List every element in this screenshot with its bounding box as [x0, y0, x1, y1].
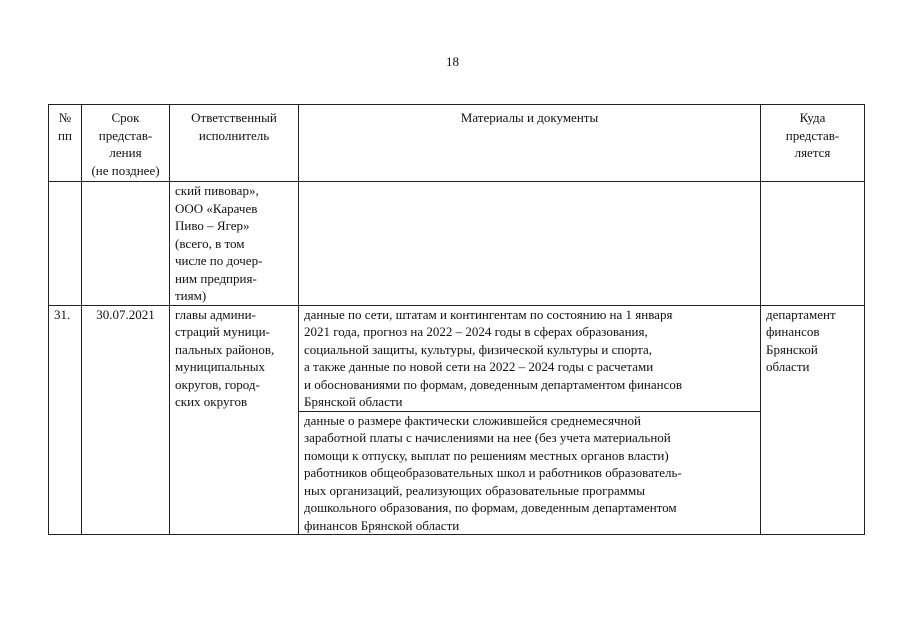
cell-number	[49, 182, 82, 306]
cell-materials	[299, 182, 761, 306]
header-destination: Куда представ- ляется	[761, 105, 865, 182]
cell-destination	[761, 182, 865, 306]
cell-deadline: 30.07.2021	[82, 305, 170, 535]
materials-item: данные о размере фактически сложившейся среднемесячной заработной платы с начислениями на нее (без учета материальной помощи к отпуску, выплат по решениям местных органов власти) работников общеобразовательных школ и работников образователь- ных организаций, реализующих образовательные программы дошкольного образования, по формам, доведенным департаментом финансов Брянской области	[299, 411, 760, 535]
cell-destination: департамент финансов Брянской области	[761, 305, 865, 535]
table-header-row	[49, 105, 865, 182]
cell-number: 31.	[49, 305, 82, 535]
header-number: № пп	[49, 105, 82, 182]
materials-item: данные по сети, штатам и контингентам по состоянию на 1 января 2021 года, прогноз на 2022 – 2024 годы в сферах образования, социальной защиты, культуры, физической культуры и спорта, а также данные по новой сети на 2022 – 2024 годы с расчетами и обоснованиями по формам, доведенным департаментом финансов Брянской области	[304, 306, 683, 409]
document-table	[48, 104, 865, 535]
table-row	[49, 182, 865, 306]
header-responsible: Ответственный исполнитель	[170, 105, 299, 182]
cell-responsible: ский пивовар», ООО «Карачев Пиво – Ягер» (всего, в том числе по дочер- ним предприя- тиям)	[170, 182, 299, 306]
page-number: 18	[446, 54, 459, 69]
header-deadline: Срок представ- ления (не позднее)	[82, 105, 170, 182]
cell-responsible: главы админи- страций муници- пальных районов, муниципальных округов, город- ских округов	[170, 305, 299, 535]
header-materials: Материалы и документы	[299, 105, 761, 182]
table-row	[49, 305, 865, 535]
cell-deadline	[82, 182, 170, 306]
cell-materials	[299, 305, 761, 535]
